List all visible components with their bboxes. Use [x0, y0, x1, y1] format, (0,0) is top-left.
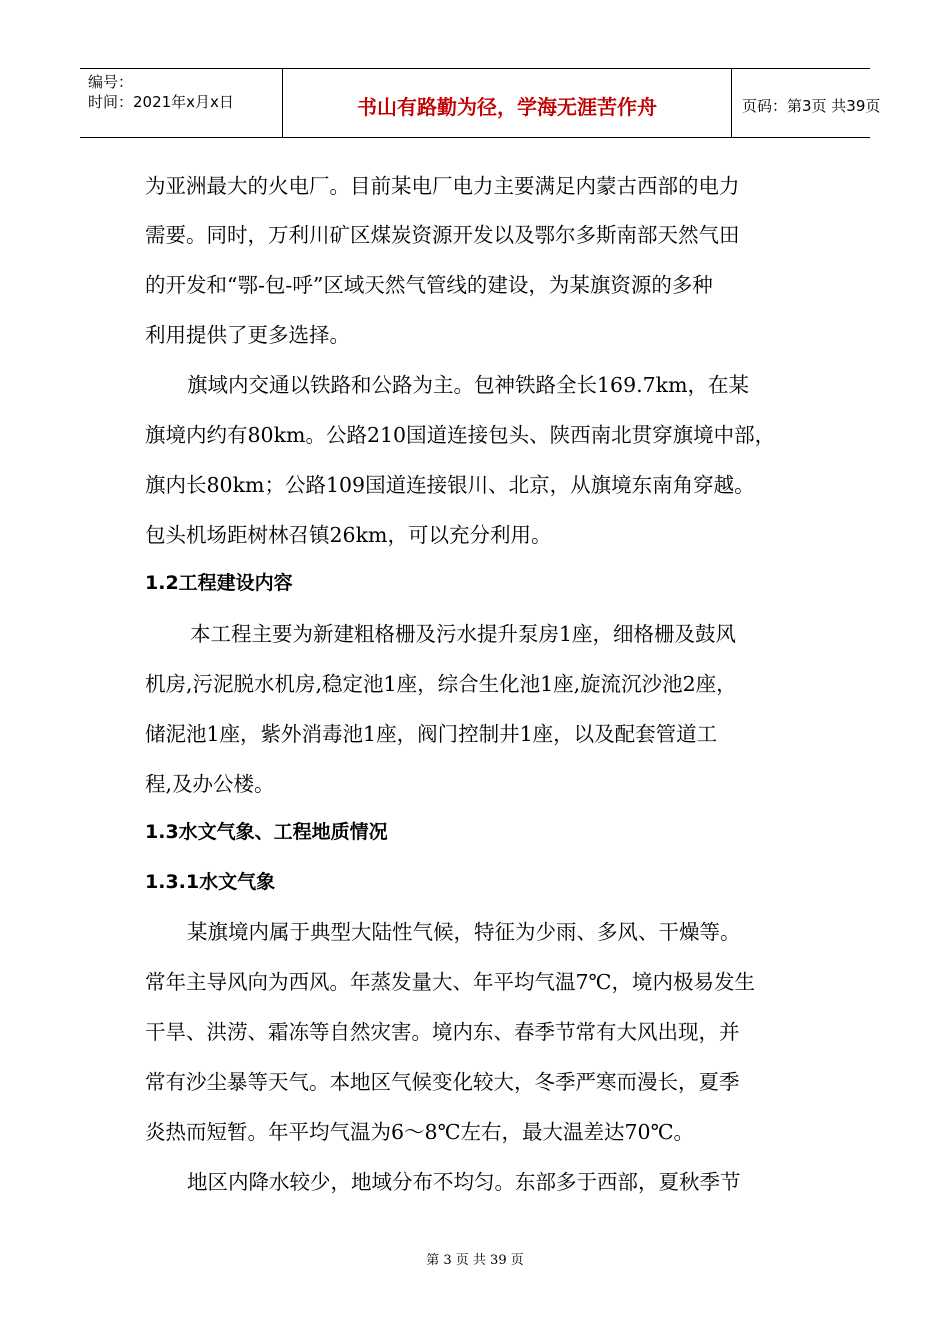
paragraph-line: 机房,污泥脱水机房,稳定池1座，综合生化池1座,旋流沉沙池2座，	[145, 672, 737, 696]
paragraph-line: 包头机场距树林召镇26km，可以充分利用。	[145, 523, 552, 547]
paragraph-line: 炎热而短暂。年平均气温为6～8℃左右，最大温差达70℃。	[145, 1120, 695, 1144]
paragraph-line: 旗境内约有80km。公路210国道连接包头、陕西南北贯穿旗境中部，	[145, 423, 776, 447]
header-page-number: 页码：第3页 共39页	[742, 97, 881, 115]
paragraph-line: 储泥池1座，紫外消毒池1座，阀门控制井1座，以及配套管道工	[145, 722, 718, 746]
section-heading: 1.2工程建设内容	[145, 572, 293, 594]
paragraph-line: 利用提供了更多选择。	[145, 323, 350, 347]
paragraph-line: 某旗境内属于典型大陆性气候，特征为少雨、多风、干燥等。	[187, 920, 741, 944]
header-page-cell	[732, 69, 881, 137]
subsection-heading: 1.3.1水文气象	[145, 871, 276, 893]
paragraph-line: 旗内长80km；公路109国道连接银川、北京，从旗境东南角穿越。	[145, 473, 755, 497]
paragraph-line: 干旱、洪涝、霜冻等自然灾害。境内东、春季节常有大风出现，并	[145, 1020, 740, 1044]
paragraph-line: 地区内降水较少，地域分布不均匀。东部多于西部，夏秋季节	[187, 1170, 741, 1194]
header-motto: 书山有路勤为径，学海无涯苦作舟	[357, 95, 657, 119]
section-heading: 1.3水文气象、工程地质情况	[145, 821, 388, 843]
paragraph-line: 常年主导风向为西风。年蒸发量大、年平均气温7℃，境内极易发生	[145, 970, 755, 994]
paragraph-line: 为亚洲最大的火电厂。目前某电厂电力主要满足内蒙古西部的电力	[145, 174, 740, 198]
paragraph-line: 程,及办公楼。	[145, 772, 275, 796]
document-date-label: 时间：2021年x月x日	[88, 93, 234, 111]
paragraph-line: 的开发和“鄂-包-呼”区域天然气管线的建设，为某旗资源的多种	[145, 273, 713, 297]
paragraph-line: 常有沙尘暴等天气。本地区气候变化较大，冬季严寒而漫长，夏季	[145, 1070, 740, 1094]
header-meta-cell	[80, 69, 282, 137]
header-motto-cell	[282, 69, 732, 137]
document-number-label: 编号：	[88, 73, 134, 91]
document-header	[80, 68, 881, 138]
paragraph-line: 旗域内交通以铁路和公路为主。包神铁路全长169.7km，在某	[187, 373, 750, 397]
paragraph-line: 本工程主要为新建粗格栅及污水提升泵房1座，细格栅及鼓风	[190, 622, 737, 646]
page-footer: 第 3 页 共 39 页	[426, 1253, 524, 1268]
paragraph-line: 需要。同时，万利川矿区煤炭资源开发以及鄂尔多斯南部天然气田	[145, 223, 740, 247]
